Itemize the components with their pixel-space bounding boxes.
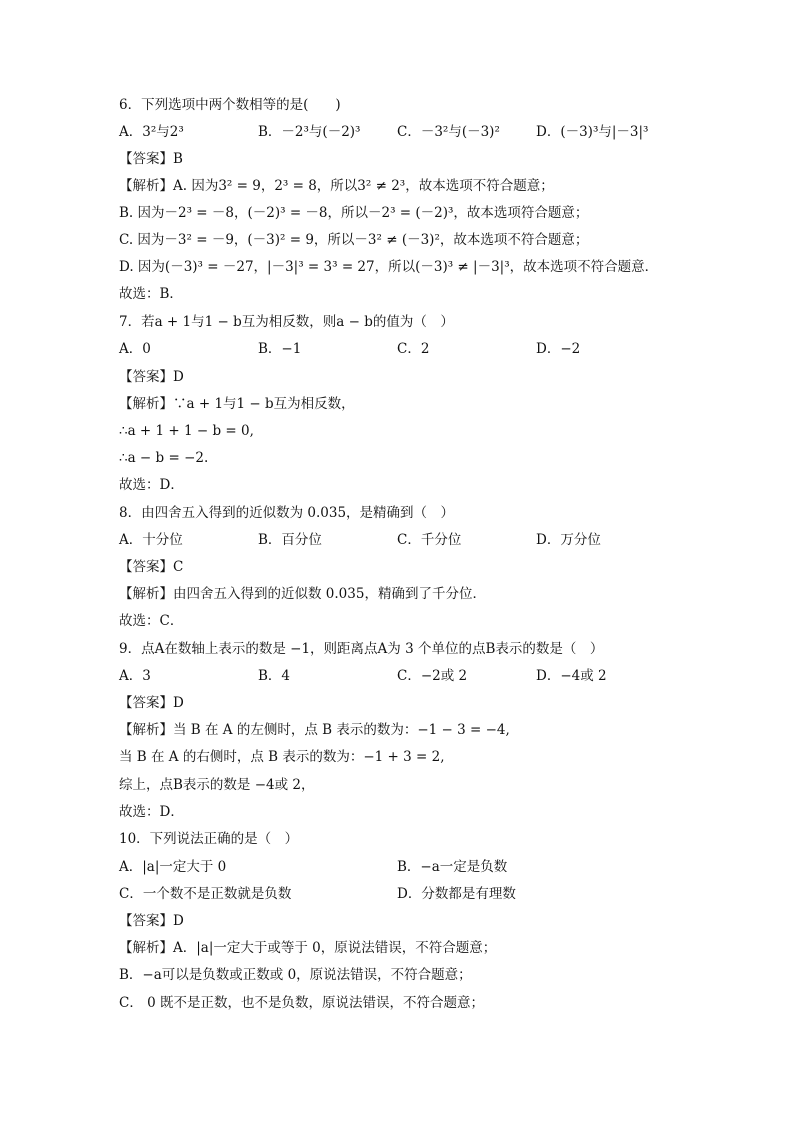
question-9-stem: 9．点A在数轴上表示的数是 −1，则距离点A为 3 个单位的点B表示的数是（ ） bbox=[119, 641, 604, 657]
question-8-conclusion: 故选：C． bbox=[119, 613, 184, 629]
question-6-analysis-line: 【解析】A. 因为3² = 9，2³ = 8，所以3² ≠ 2³，故本选项不符合题意； bbox=[119, 178, 554, 194]
question-7-analysis-line: 【解析】∵a + 1与1 − b互为相反数， bbox=[119, 396, 355, 412]
question-6-option-a: A．3²与2³ bbox=[119, 124, 184, 140]
question-6-analysis-line: C. 因为－3² = －9，(－3)² = 9，所以－3² ≠ (－3)²，故本选项不符合题意； bbox=[119, 232, 589, 248]
question-8-stem: 8．由四舍五入得到的近似数为 0.035，是精确到（ ） bbox=[119, 505, 455, 521]
question-10-stem: 10．下列说法正确的是（ ） bbox=[119, 831, 299, 847]
question-10-option-d: D．分数都是有理数 bbox=[397, 886, 516, 902]
question-8-option-a: A．十分位 bbox=[119, 532, 183, 548]
question-10-analysis-line: B．−a可以是负数或正数或 0，原说法错误，不符合题意； bbox=[119, 967, 472, 983]
question-10-analysis-line: 【解析】A．|a|一定大于或等于 0，原说法错误，不符合题意； bbox=[119, 940, 497, 956]
question-9-option-b: B．4 bbox=[258, 668, 291, 684]
question-6-conclusion: 故选：B． bbox=[119, 286, 183, 302]
question-7-option-c: C．2 bbox=[397, 341, 430, 357]
question-10-option-b: B．−a一定是负数 bbox=[397, 859, 508, 875]
question-6-option-b: B．－2³与(－2)³ bbox=[258, 124, 361, 140]
question-6-answer: 【答案】B bbox=[119, 151, 183, 167]
question-8-analysis-line: 【解析】由四舍五入得到的近似数 0.035，精确到了千分位． bbox=[119, 586, 486, 602]
question-6-option-d: D．(－3)³与|－3|³ bbox=[536, 124, 649, 140]
question-9-option-c: C．−2或 2 bbox=[397, 668, 468, 684]
question-9-analysis-line: 当 B 在 A 的右侧时，点 B 表示的数为：−1 + 3 = 2, bbox=[119, 749, 445, 765]
question-7-option-d: D．−2 bbox=[536, 341, 581, 357]
question-6-option-c: C．－3²与(－3)² bbox=[397, 124, 500, 140]
question-9-answer: 【答案】D bbox=[119, 695, 184, 711]
question-10-option-a: A．|a|一定大于 0 bbox=[119, 859, 227, 875]
question-6-analysis-line: D. 因为(－3)³ = －27，|－3|³ = 3³ = 27，所以(－3)³ ≠ |－3|³，故本选项不符合题意． bbox=[119, 259, 659, 275]
question-6-analysis-line: B. 因为－2³ = －8，(－2)³ = －8，所以－2³ = (－2)³，故本选项符合题意； bbox=[119, 205, 589, 221]
question-10-analysis-line: C． 0 既不是正数，也不是负数，原说法错误，不符合题意； bbox=[119, 995, 485, 1011]
question-7-analysis-line: ∴a + 1 + 1 − b = 0, bbox=[119, 423, 254, 439]
question-6-stem: 6．下列选项中两个数相等的是( ) bbox=[119, 97, 341, 113]
question-7-stem: 7．若a + 1与1 − b互为相反数，则a − b的值为（ ） bbox=[119, 314, 454, 330]
question-7-answer: 【答案】D bbox=[119, 369, 184, 385]
question-8-option-d: D．万分位 bbox=[536, 532, 601, 548]
question-7-analysis-line: ∴a − b = −2. bbox=[119, 450, 209, 466]
question-7-option-b: B．−1 bbox=[258, 341, 302, 357]
question-9-analysis-line: 【解析】当 B 在 A 的左侧时，点 B 表示的数为：−1 − 3 = −4, bbox=[119, 722, 510, 738]
question-9-conclusion: 故选：D． bbox=[119, 804, 184, 820]
question-9-analysis-line: 综上，点B表示的数是 −4或 2， bbox=[119, 777, 315, 793]
question-9-option-d: D．−4或 2 bbox=[536, 668, 607, 684]
question-8-option-b: B．百分位 bbox=[258, 532, 322, 548]
question-10-option-c: C．一个数不是正数就是负数 bbox=[119, 886, 292, 902]
question-7-option-a: A．0 bbox=[119, 341, 151, 357]
question-8-option-c: C．千分位 bbox=[397, 532, 462, 548]
question-7-conclusion: 故选：D． bbox=[119, 477, 184, 493]
question-9-option-a: A．3 bbox=[119, 668, 151, 684]
question-10-answer: 【答案】D bbox=[119, 913, 184, 929]
question-8-answer: 【答案】C bbox=[119, 559, 184, 575]
